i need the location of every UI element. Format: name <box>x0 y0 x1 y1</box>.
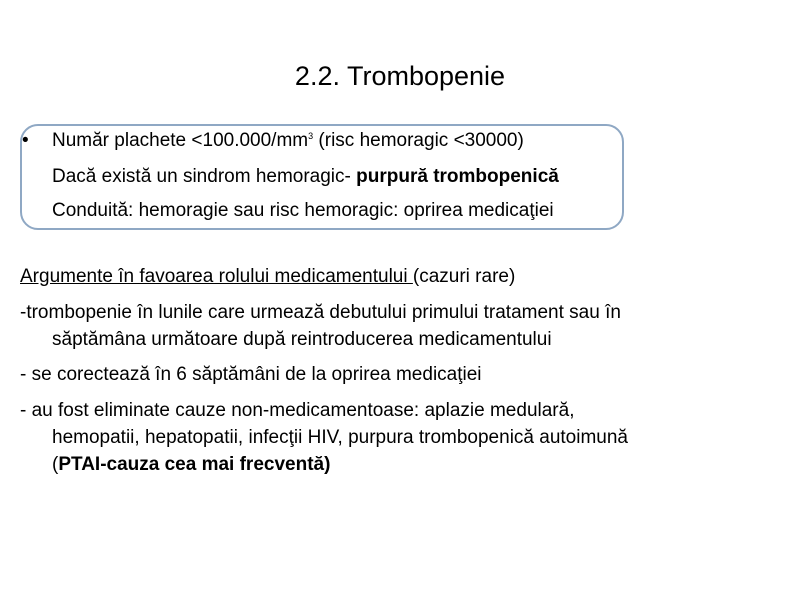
arguments-heading-tail: (cazuri rare) <box>412 266 516 287</box>
platelet-count-line <box>52 128 524 154</box>
platelet-risk-text: (risc hemoragic <30000) <box>313 130 524 151</box>
superscript-3: 3 <box>308 131 314 141</box>
arguments-heading <box>20 264 515 290</box>
arguments-heading-underlined: Argumente în favoarea rolului medicamentului <box>20 266 413 287</box>
argument-item-2: - se corectează în 6 săptămâni de la oprirea medicaţiei <box>20 364 482 385</box>
hemorrhagic-syndrome-line <box>52 164 559 190</box>
argument-item-1-line-1: -trombopenie în lunile care urmează debutului primului tratament sau în <box>20 302 621 323</box>
open-paren-text: ( <box>52 454 59 475</box>
slide-title: 2.2. Trombopenie <box>294 61 506 91</box>
argument-item-3-line-2: hemopatii, hepatopatii, infecţii HIV, purpura trombopenică autoimună <box>52 427 628 448</box>
argument-item-3-line-1: - au fost eliminate cauze non-medicamentoase: aplazie medulară, <box>20 400 575 421</box>
argument-item-3-line-3 <box>52 452 330 478</box>
platelet-count-text: Număr plachete <100.000/mm <box>52 130 309 151</box>
ptai-bold-text: PTAI-cauza cea mai frecventă) <box>58 454 331 475</box>
bullet-icon: • <box>22 130 29 151</box>
purpura-bold-text: purpură trombopenică <box>356 166 559 187</box>
hemorrhagic-syndrome-text: Dacă există un sindrom hemoragic- <box>52 166 357 187</box>
argument-item-1-line-2: săptămâna următoare după reintroducerea medicamentului <box>52 329 552 350</box>
conduct-line: Conduită: hemoragie sau risc hemoragic: oprirea medicaţiei <box>52 200 554 221</box>
